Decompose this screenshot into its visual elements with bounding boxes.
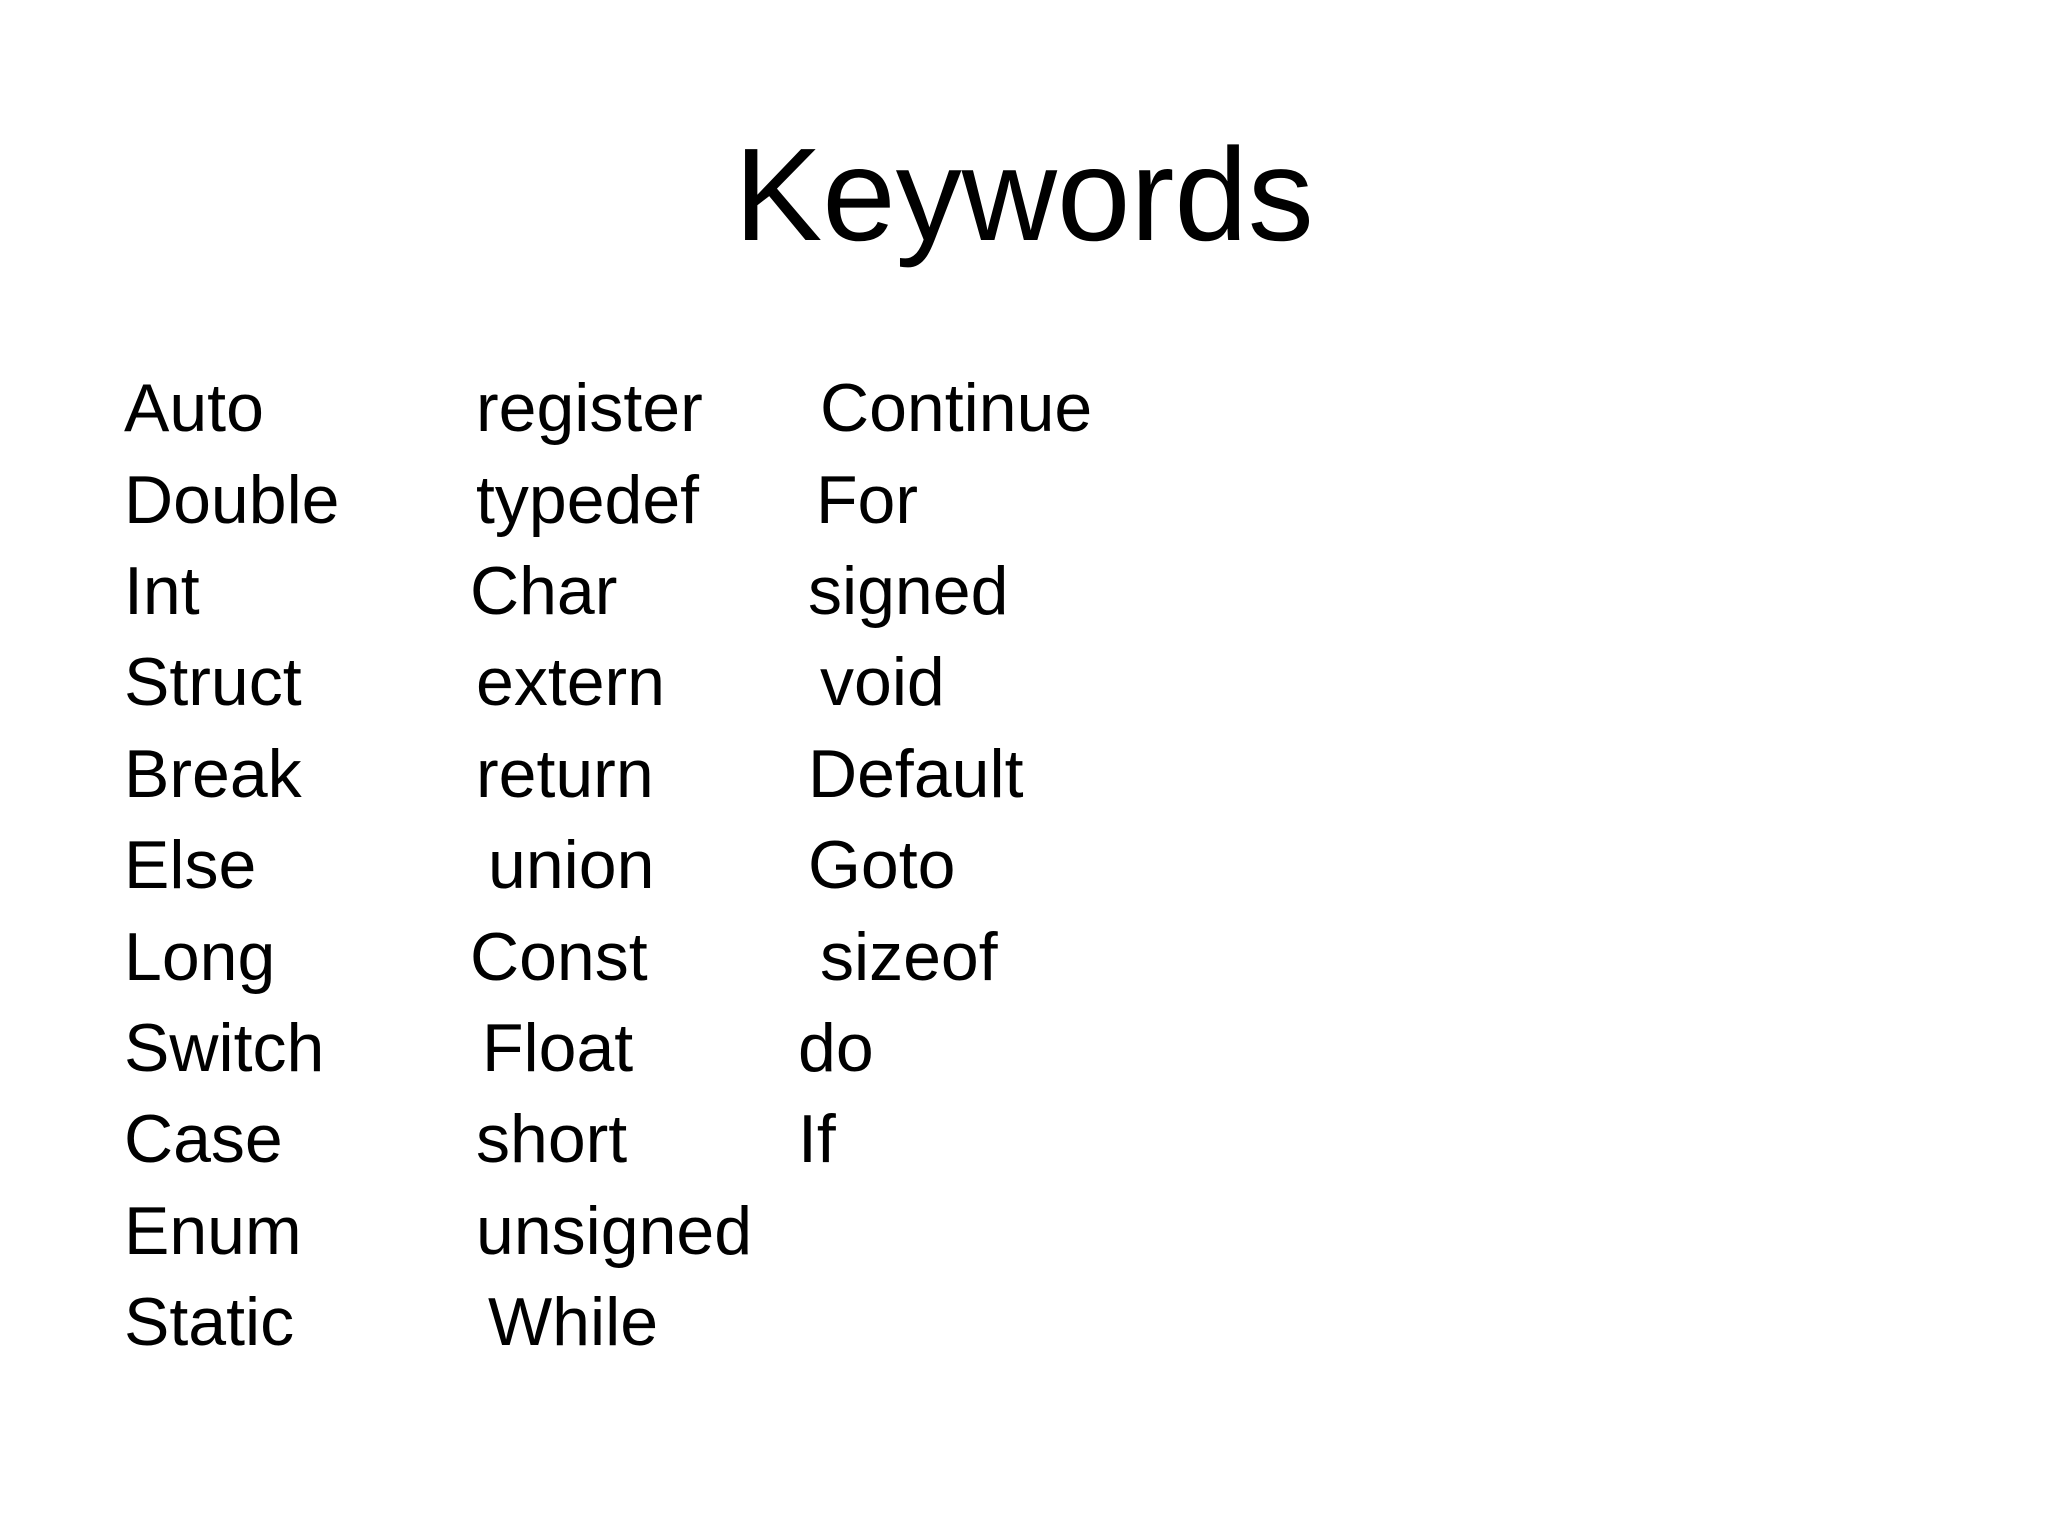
keyword: Goto [808,827,956,903]
keyword: Auto [124,370,264,446]
keyword: Continue [820,370,1093,446]
keyword: While [488,1284,659,1360]
keyword: Char [470,553,618,629]
keyword: void [820,644,945,720]
keyword: Break [124,736,302,812]
keyword: Switch [124,1010,325,1086]
keyword: short [476,1101,628,1177]
keyword: Else [124,827,257,903]
keyword: return [476,736,654,812]
keyword: sizeof [820,919,998,995]
keyword: Long [124,919,276,995]
keyword: do [798,1010,874,1086]
keyword: Double [124,462,340,538]
keyword: Const [470,919,648,995]
keyword: For [816,462,918,538]
keyword: Float [482,1010,634,1086]
keyword: typedef [476,462,700,538]
keyword: union [488,827,655,903]
keyword: Int [124,553,200,629]
keyword: If [798,1101,836,1177]
keyword: Struct [124,644,302,720]
keyword: register [476,370,703,446]
keyword: Case [124,1101,283,1177]
keyword: extern [476,644,665,720]
keyword: Default [808,736,1024,812]
keyword: Static [124,1284,295,1360]
keyword: unsigned [476,1193,753,1269]
keyword: signed [808,553,1009,629]
slide-title: Keywords [734,121,1314,268]
keyword: Enum [124,1193,302,1269]
